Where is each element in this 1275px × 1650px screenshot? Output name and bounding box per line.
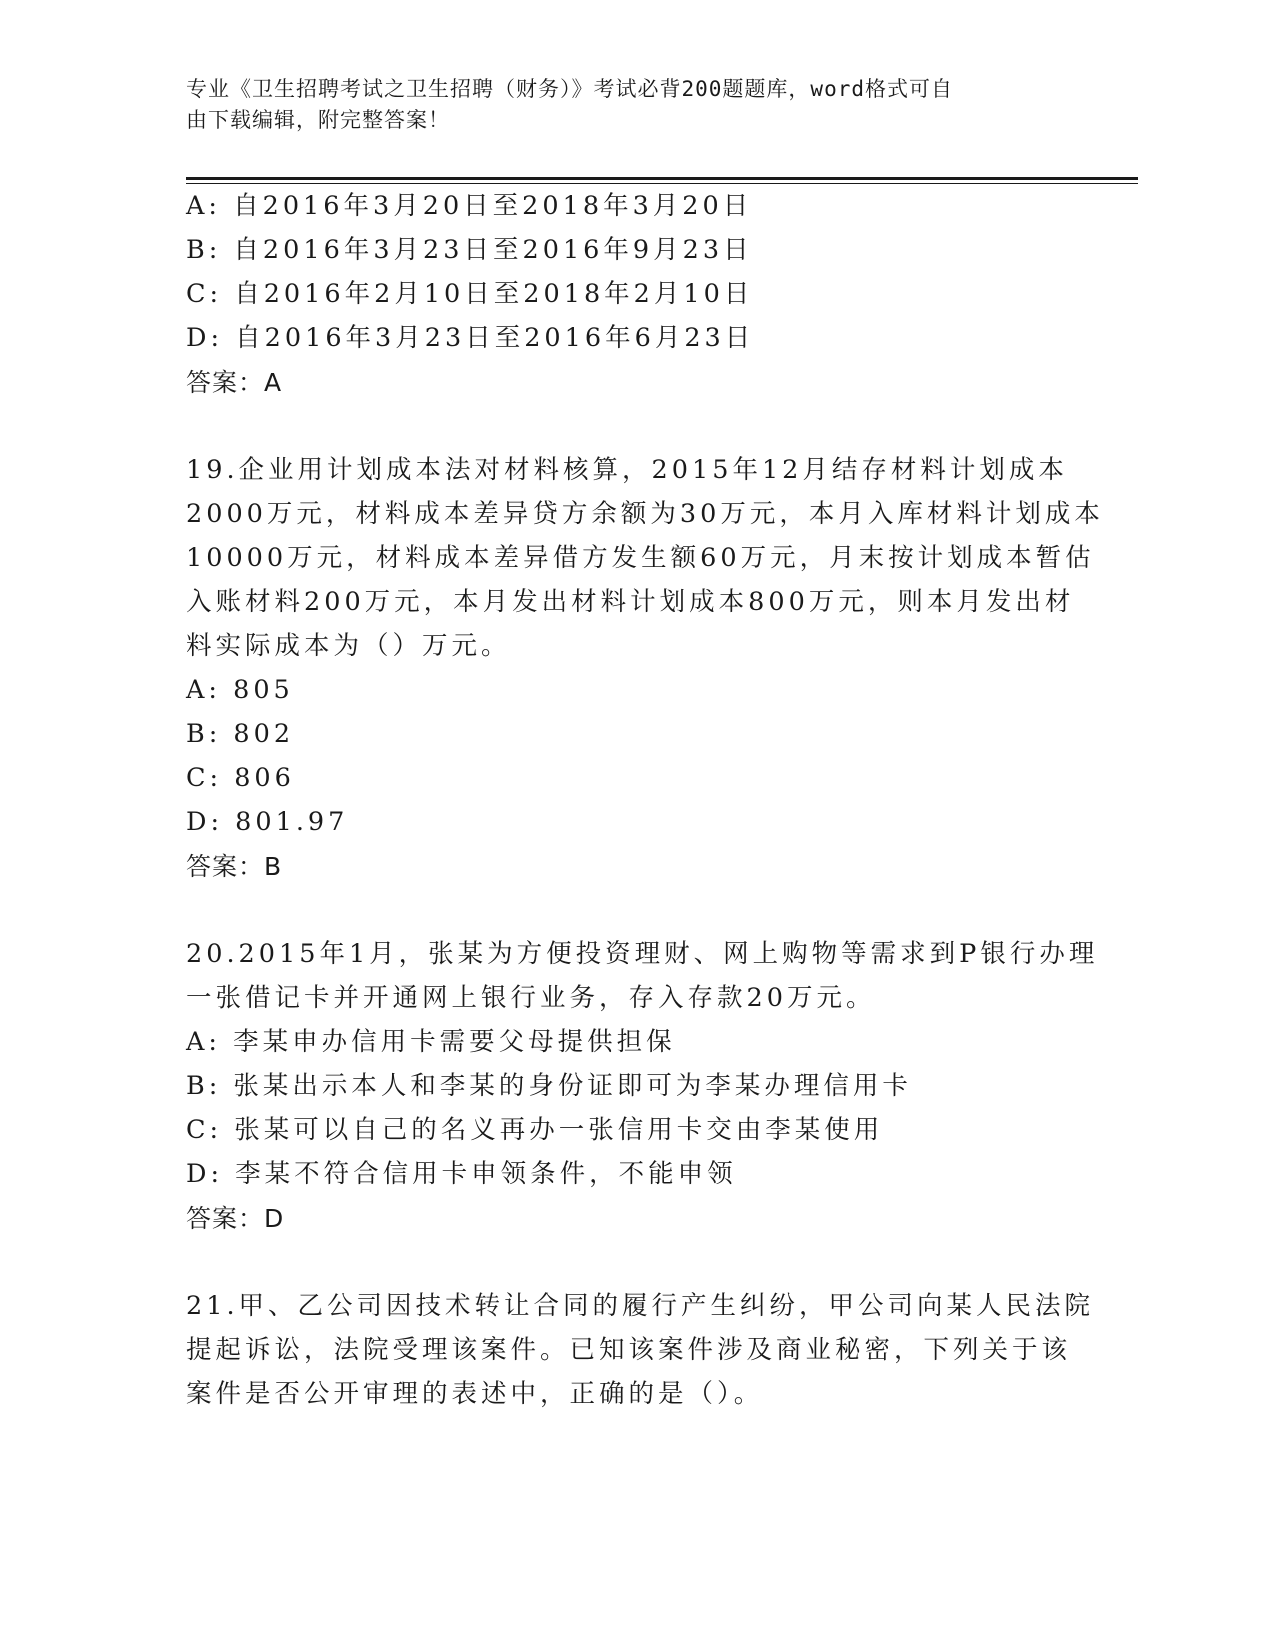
header-line-2: 由下载编辑，附完整答案！ [186, 108, 450, 132]
q19-text-line-5: 料实际成本为（）万元。 [186, 631, 511, 661]
q19-option-b: B: 802 [186, 719, 295, 749]
q20-option-c: C: 张某可以自己的名义再办一张信用卡交由李某使用 [186, 1115, 884, 1145]
q19-text-line-1: 19.企业用计划成本法对材料核算，2015年12月结存材料计划成本 [186, 455, 1068, 485]
q19-option-d: D: 801.97 [186, 807, 349, 837]
q19-text-line-3: 10000万元，材料成本差异借方发生额60万元，月末按计划成本暂估 [186, 543, 1095, 573]
q18-option-a: A: 自2016年3月20日至2018年3月20日 [186, 191, 753, 221]
q18-option-d: D: 自2016年3月23日至2016年6月23日 [186, 323, 755, 353]
q19-text-line-4: 入账材料200万元，本月发出材料计划成本800万元，则本月发出材 [186, 587, 1075, 617]
q19-answer: 答案：B [186, 852, 283, 881]
q19-option-c: C: 806 [186, 763, 295, 793]
q20-option-a: A: 李某申办信用卡需要父母提供担保 [186, 1027, 676, 1057]
q18-option-b: B: 自2016年3月23日至2016年9月23日 [186, 235, 753, 265]
q18-option-c: C: 自2016年2月10日至2018年2月10日 [186, 279, 754, 309]
q21-text-line-1: 21.甲、乙公司因技术转让合同的履行产生纠纷，甲公司向某人民法院 [186, 1291, 1095, 1321]
q18-answer: 答案：A [186, 368, 283, 397]
q20-answer: 答案：D [186, 1204, 285, 1233]
q21-text-line-2: 提起诉讼，法院受理该案件。已知该案件涉及商业秘密，下列关于该 [186, 1335, 1072, 1365]
q20-text-line-2: 一张借记卡并开通网上银行业务，存入存款20万元。 [186, 983, 876, 1013]
header-divider-thick [186, 177, 1138, 180]
q20-option-d: D: 李某不符合信用卡申领条件，不能申领 [186, 1159, 737, 1189]
document-header [186, 74, 1086, 136]
q20-text-line-1: 20.2015年1月，张某为方便投资理财、网上购物等需求到P银行办理 [186, 939, 1099, 969]
q20-option-b: B: 张某出示本人和李某的身份证即可为李某办理信用卡 [186, 1071, 912, 1101]
q19-text-line-2: 2000万元，材料成本差异贷方余额为30万元，本月入库材料计划成本 [186, 499, 1104, 529]
q21-text-line-3: 案件是否公开审理的表述中，正确的是（）。 [186, 1379, 764, 1409]
q19-option-a: A: 805 [186, 675, 294, 705]
header-line-1: 专业《卫生招聘考试之卫生招聘（财务）》考试必背200题题库，word格式可自 [186, 77, 953, 101]
